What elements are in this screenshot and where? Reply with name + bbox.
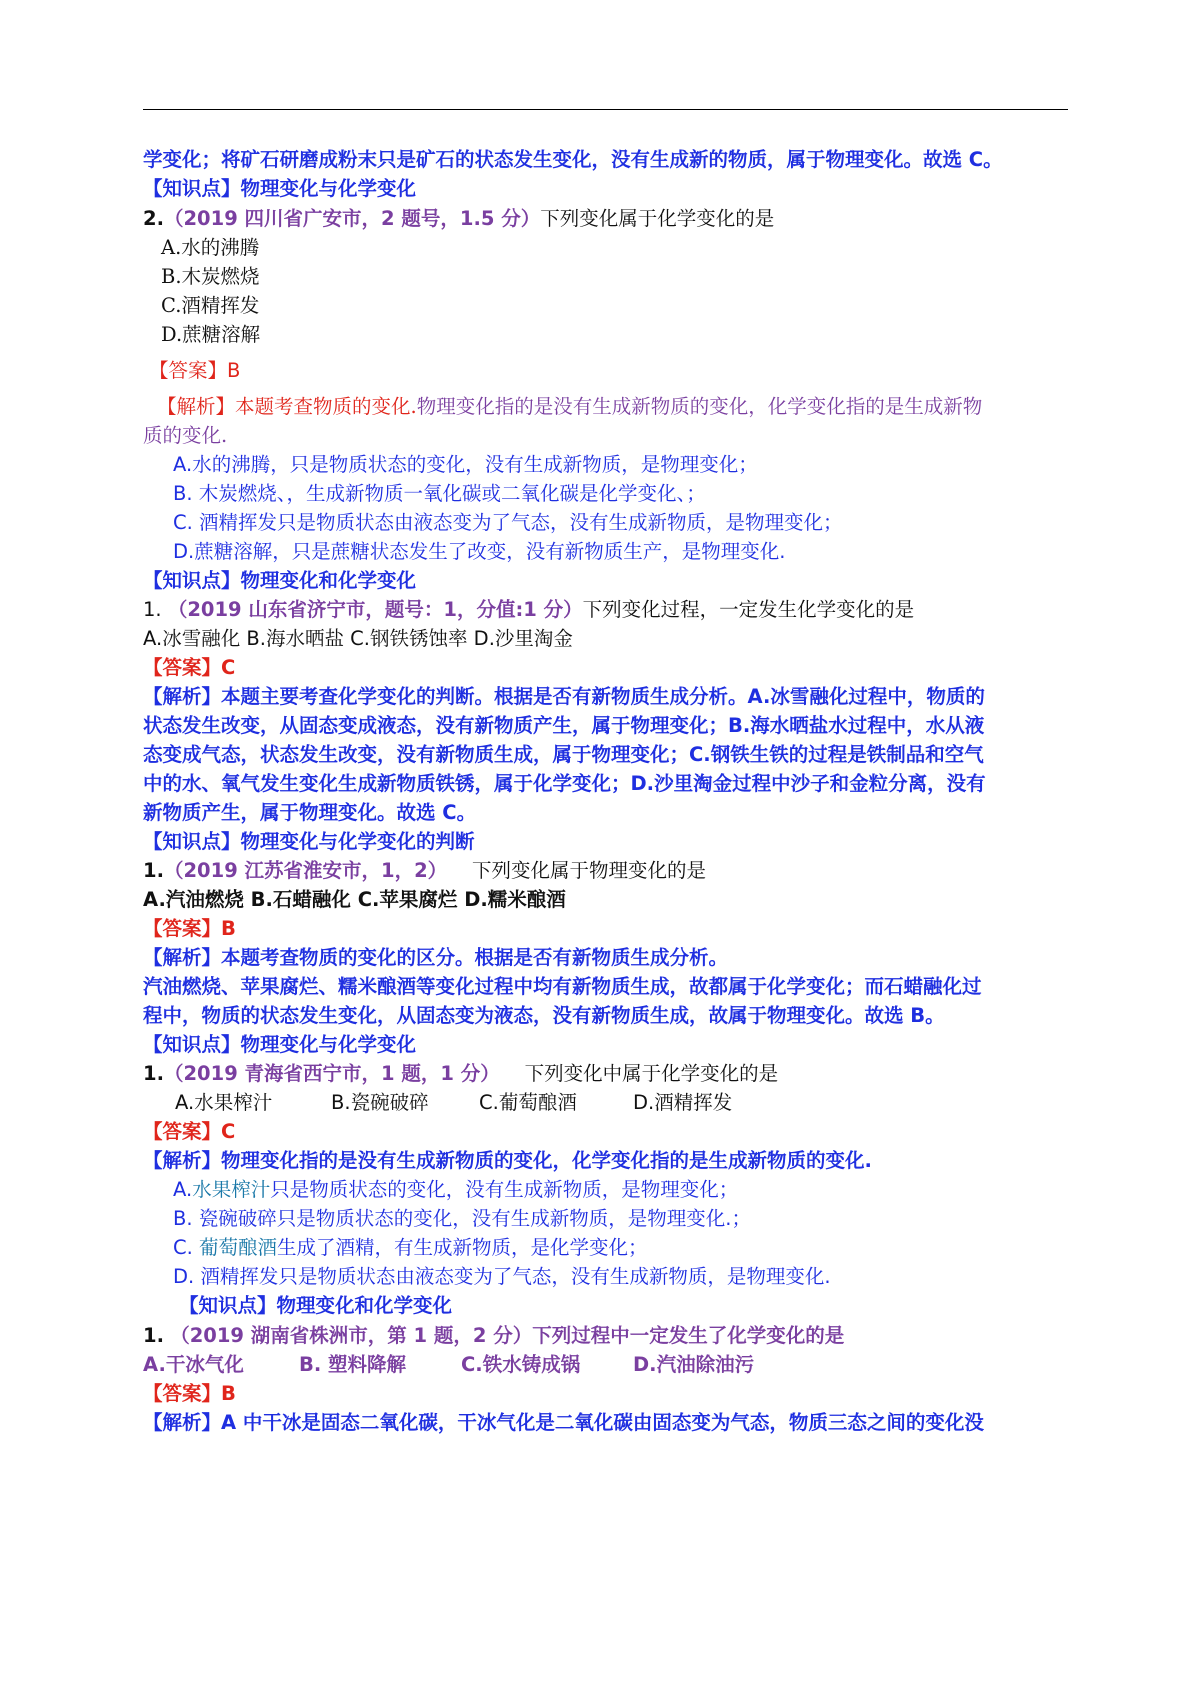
header-rule bbox=[143, 109, 1068, 110]
prev-answer-continuation: 学变化；将矿石研磨成粉末只是矿石的状态发生变化，没有生成新的物质，属于物理变化。故选 C。 bbox=[143, 148, 1003, 171]
explanation-line: 态变成气态，状态发生改变，没有新物质生成，属于物理变化；C.钢铁生铁的过程是铁制品和空气 bbox=[143, 743, 984, 766]
explanation-line: 【解析】物理变化指的是没有生成新物质的变化，化学变化指的是生成新物质的变化. bbox=[143, 1149, 872, 1172]
option-d: D.酒精挥发 bbox=[633, 1091, 733, 1114]
explanation-line: 中的水、氧气发生变化生成新物质铁锈，属于化学变化；D.沙里淘金过程中沙子和金粒分离，没有 bbox=[143, 772, 986, 795]
explanation-option-c: C. 葡萄酿酒生成了酒精，有生成新物质，是化学变化； bbox=[173, 1236, 648, 1259]
answer: 【答案】B bbox=[143, 1382, 236, 1405]
option-a: A.干冰气化 bbox=[143, 1353, 244, 1376]
answer: 【答案】B bbox=[149, 359, 241, 382]
option-c: C.葡萄酿酒 bbox=[479, 1091, 577, 1114]
option-d: D.汽油除油污 bbox=[633, 1353, 755, 1376]
option-d: D.蔗糖溶解 bbox=[161, 323, 261, 346]
explanation-line: 【解析】本题主要考查化学变化的判断。根据是否有新物质生成分析。A.冰雪融化过程中，物质的 bbox=[143, 685, 985, 708]
option-b: B. 塑料降解 bbox=[299, 1353, 407, 1376]
knowledge-point: 【知识点】物理变化与化学变化 bbox=[143, 177, 417, 200]
explanation-line: 【解析】本题考查物质的变化的区分。根据是否有新物质生成分析。 bbox=[143, 946, 729, 969]
explanation-line: 【解析】A 中干冰是固态二氧化碳，干冰气化是二氧化碳由固态变为气态，物质三态之间的变化没 bbox=[143, 1411, 984, 1434]
question-header: 2.（2019 四川省广安市，2 题号，1.5 分）下列变化属于化学变化的是 bbox=[143, 207, 775, 230]
explanation-line: 新物质产生，属于物理变化。故选 C。 bbox=[143, 801, 477, 824]
explanation-line: 汽油燃烧、苹果腐烂、糯米酿酒等变化过程中均有新物质生成，故都属于化学变化；而石蜡融化过 bbox=[143, 975, 982, 998]
question-header: 1.（2019 江苏省淮安市，1，2） 下列变化属于物理变化的是 bbox=[143, 859, 706, 882]
explanation-option-a: A.水的沸腾，只是物质状态的变化，没有生成新物质，是物理变化； bbox=[173, 453, 758, 476]
explanation-option-a: A.水果榨汁只是物质状态的变化，没有生成新物质，是物理变化； bbox=[173, 1178, 739, 1201]
option-b: B.瓷碗破碎 bbox=[331, 1091, 429, 1114]
question-header: 1. （2019 山东省济宁市，题号：1，分值:1 分）下列变化过程，一定发生化学变化的是 bbox=[143, 598, 915, 621]
explanation-line: 【解析】本题考查物质的变化.物理变化指的是没有生成新物质的变化，化学变化指的是生成新物 bbox=[157, 395, 983, 418]
answer: 【答案】C bbox=[143, 1120, 236, 1143]
options: A.汽油燃烧 B.石蜡融化 C.苹果腐烂 D.糯米酿酒 bbox=[143, 888, 566, 911]
explanation-option-d: D.蔗糖溶解，只是蔗糖状态发生了改变，没有新物质生产，是物理变化. bbox=[173, 540, 786, 563]
answer: 【答案】B bbox=[143, 917, 236, 940]
knowledge-point: 【知识点】物理变化与化学变化的判断 bbox=[143, 830, 475, 853]
knowledge-point: 【知识点】物理变化和化学变化 bbox=[143, 569, 417, 592]
options: A.冰雪融化 B.海水晒盐 C.钢铁锈蚀率 D.沙里淘金 bbox=[143, 627, 573, 650]
explanation-option-b: B. 木炭燃烧、，生成新物质一氧化碳或二氧化碳是化学变化、； bbox=[173, 482, 706, 505]
question-header: 1.（2019 青海省西宁市，1 题，1 分） 下列变化中属于化学变化的是 bbox=[143, 1062, 779, 1085]
explanation-line: 状态发生改变，从固态变成液态，没有新物质产生，属于物理变化；B.海水晒盐水过程中，水从液 bbox=[143, 714, 985, 737]
answer: 【答案】C bbox=[143, 656, 236, 679]
explanation-line: 质的变化. bbox=[143, 424, 228, 447]
explanation-option-c: C. 酒精挥发只是物质状态由液态变为了气态，没有生成新物质，是物理变化； bbox=[173, 511, 843, 534]
knowledge-point: 【知识点】物理变化与化学变化 bbox=[143, 1033, 417, 1056]
option-a: A.水的沸腾 bbox=[161, 236, 260, 259]
explanation-option-d: D. 酒精挥发只是物质状态由液态变为了气态，没有生成新物质，是物理变化. bbox=[173, 1265, 831, 1288]
explanation-line: 程中，物质的状态发生变化，从固态变为液态，没有新物质生成，故属于物理变化。故选 B。 bbox=[143, 1004, 945, 1027]
knowledge-point: 【知识点】物理变化和化学变化 bbox=[179, 1294, 453, 1317]
question-header: 1. （2019 湖南省株洲市，第 1 题，2 分）下列过程中一定发生了化学变化的是 bbox=[143, 1324, 845, 1347]
explanation-option-b: B. 瓷碗破碎只是物质状态的变化，没有生成新物质，是物理变化.； bbox=[173, 1207, 751, 1230]
option-a: A.水果榨汁 bbox=[175, 1091, 273, 1114]
option-c: C.铁水铸成锅 bbox=[461, 1353, 581, 1376]
option-c: C.酒精挥发 bbox=[161, 294, 260, 317]
option-b: B.木炭燃烧 bbox=[161, 265, 260, 288]
